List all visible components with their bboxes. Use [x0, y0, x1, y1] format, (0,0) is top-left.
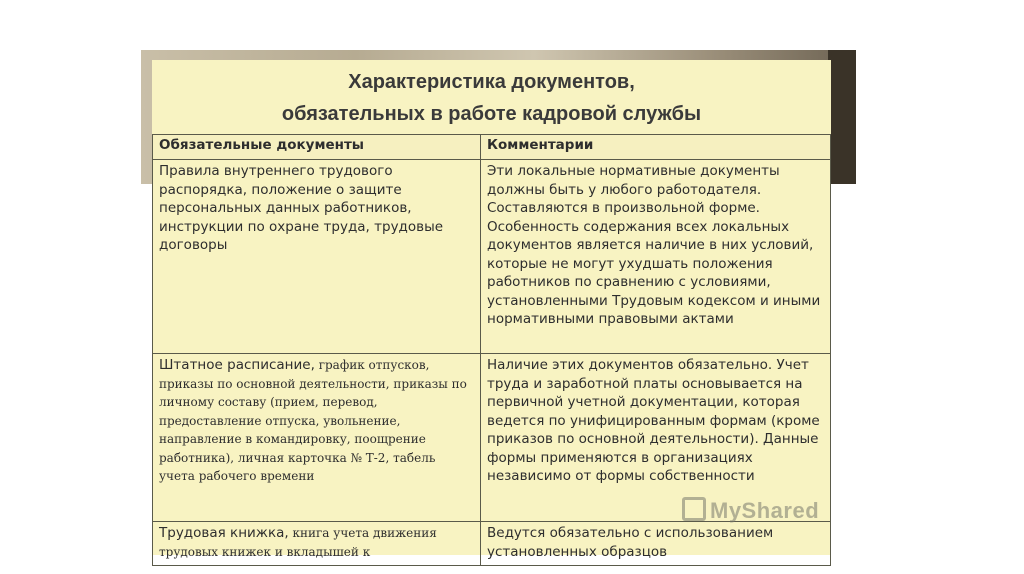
table-row [153, 160, 831, 354]
title-line-2: обязательных в работе кадровой службы [281, 103, 702, 125]
row-1-documents [153, 160, 481, 354]
table-row [153, 522, 831, 566]
row-3-comment: Ведутся обязательно с использованием установленных образцов [481, 522, 831, 566]
row-1-comment: Эти локальные нормативные документы должны быть у любого работодателя. Составляются в произвольной форме. Особенность содержания всех локальных документов является наличие в них условий, которые не могут ухудшать положения работников по сравнению с условиями, установленными Трудовым кодексом и иными нормативными правовыми актами [481, 160, 831, 354]
row-3-doc-extra: книга учета движения трудовых книжек и вкладышей к [159, 526, 437, 559]
table-header-row [153, 135, 831, 160]
row-2-doc-main: Штатное расписание, [159, 357, 315, 373]
row-3-doc-main: Трудовая книжка, [159, 525, 289, 541]
row-3-documents [153, 522, 481, 566]
header-comments: Комментарии [481, 135, 831, 160]
background-photo-edge [828, 50, 856, 184]
watermark-logo [682, 497, 819, 524]
row-2-documents [153, 354, 481, 522]
watermark-icon [682, 497, 706, 521]
row-2-comment: Наличие этих документов обязательно. Учет труда и заработной платы основывается на первичной учетной документации, которая ведется по унифицированным формам (кроме приказов по основной деятельности). Данные формы применяются в организациях независимо от формы собственности [481, 354, 831, 522]
slide-panel [152, 60, 831, 560]
row-2-doc-extra: график отпусков, приказы по основной деятельности, приказы по личному составу (прием, перевод, предоставление отпуска, увольнение, направление в командировку, поощрение работника), личная карточка № Т-2, табель учета рабочего времени [159, 358, 467, 483]
title-line-1: Характеристика документов, [348, 71, 635, 93]
row-1-doc-main: Правила внутреннего трудового распорядка, положение о защите персональных данных работников, инструкции по охране труда, трудовые договоры [159, 163, 444, 253]
slide-title [152, 66, 831, 130]
watermark-text: MyShared [710, 498, 820, 523]
header-required-documents: Обязательные документы [153, 135, 481, 160]
